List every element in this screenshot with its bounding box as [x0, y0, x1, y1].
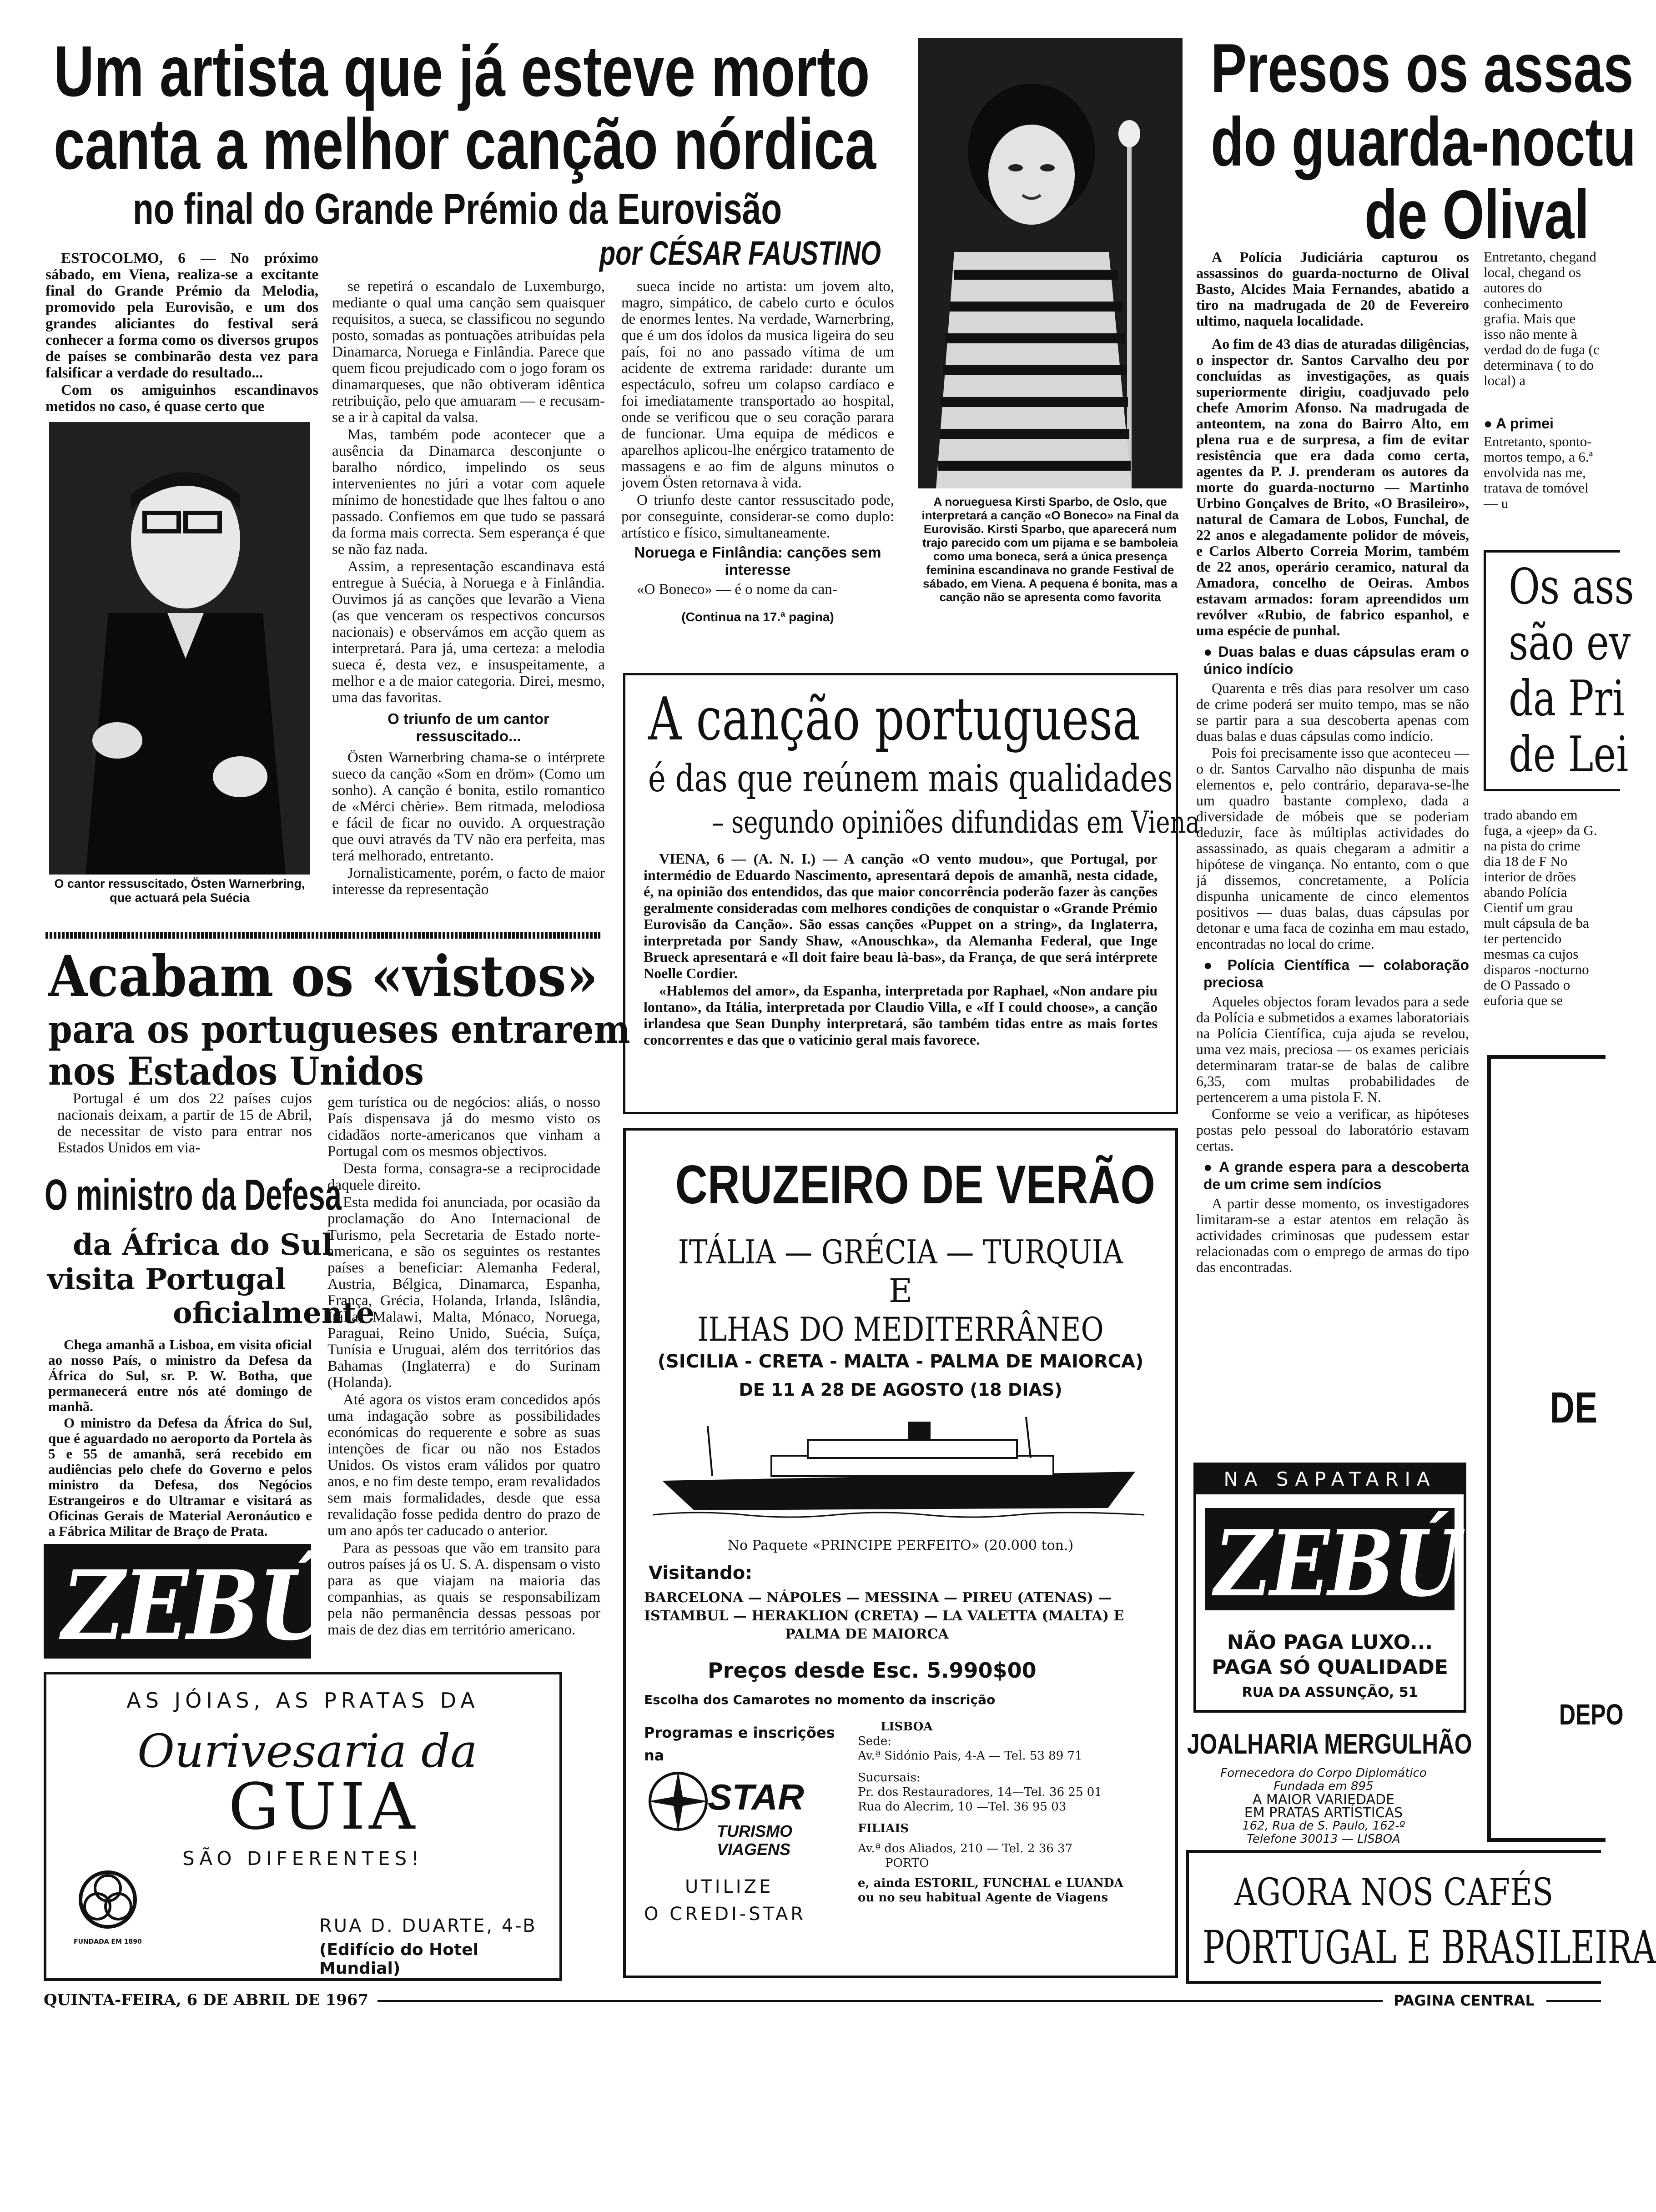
bullet-icon: ●	[1484, 415, 1496, 432]
footer-page: PAGINA CENTRAL	[1387, 1992, 1541, 2009]
article5-edge2: Entretanto, sponto-mortos tempo, a 6.ª envolvida nas me, tratava de tomóvel — u	[1484, 433, 1593, 511]
ad-cruzeiro-fil1: Av.ª dos Aliados, 210 — Tel. 2 36 37	[858, 1842, 1073, 1855]
article1-col2-p3: Assim, a representação escandinava está entregue à Suécia, à Noruega e à Finlândia. Ouvimos já as canções que levarão a Viena (as que venceram os respectivos concursos nacionais) e observámos em acção quem as interpretará. Para já, uma certeza: a melodia sueca é, desta vez, e insuspeitamente, a melhor e a de maior categoria. Direi, mesmo, uma das favoritas.	[332, 558, 605, 706]
ad-mergulhao-l1: Fornecedora do Corpo Diplomático	[1220, 1766, 1427, 1780]
ad-cruzeiro-filiais: FILIAIS	[858, 1822, 909, 1835]
right-lower-box	[1487, 1055, 1624, 1842]
article5-sub1-text: Duas balas e duas cápsulas eram o único indício	[1203, 643, 1470, 677]
article4-box	[623, 673, 1200, 1114]
article5-boxed-title1: Os ass	[1509, 558, 1634, 615]
article5-p5: Conforme se veio a verificar, as hipóteses postas pelo pessoal do laboratório estavam certas.	[1196, 1106, 1469, 1154]
right-box-depo: DEPO	[1559, 1698, 1624, 1731]
ad-zebu-2	[1193, 1463, 1466, 1713]
ad-cruzeiro-utilize: UTILIZE	[685, 1876, 774, 1897]
ad-cruzeiro-line5: DE 11 A 28 DE AGOSTO (18 DIAS)	[739, 1380, 1062, 1400]
ad-cruzeiro-lisboa: LISBOA	[881, 1720, 933, 1734]
ad-cruzeiro-programas2: na	[644, 1747, 664, 1764]
ad-guia-emblem-icon	[74, 1865, 142, 1934]
ad-cruzeiro	[623, 1128, 1178, 1978]
article2-title1: Acabam os «vistos»	[48, 944, 598, 1010]
article1-col3-p1: sueca incide no artista: um jovem alto, magro, simpático, de cabelo curto e óculos de enormes lentes. Na verdade, Warnerbring, que é um dos ídolos da musica ligeira do seu país, foi no ano passado vítima de um acidente de extrema raridade: durante um espectáculo, sofreu um colapso cardíaco e foi imediatamente transportado ao hospital, onde se verificou que o seu coração parara de funcionar. Uma equipa de médicos e aparelhos aplicou-lhe enérgico tratamento de massagens e ao fim de alguns minutos o jovem Östen retornava à vida.	[621, 278, 894, 491]
article5-edge-sub	[1484, 415, 1601, 432]
article1-subhead2: Noruega e Finlândia: canções sem interesse	[634, 544, 881, 578]
article5-edge-col	[1484, 249, 1601, 511]
article5-boxed-headline	[1484, 550, 1634, 791]
ad-cruzeiro-credi: O CREDI-STAR	[644, 1904, 806, 1925]
article1-subhead1: O triunfo de um cantor ressuscitado...	[388, 710, 549, 744]
ad-cruzeiro-line2: E	[888, 1272, 913, 1310]
article5-sub2	[1203, 956, 1469, 991]
divider-article2	[45, 932, 600, 939]
article1-col2-p1: se repetirá o escandalo de Luxemburgo, mediante o qual uma canção sem quaisquer requisitos, a sueca, se classificou no segundo posto, somadas as pontuações atribuídas pela Dinamarca, Noruega e Finlândia. Parece que quem ficou prejudicado com o jogo foram os dinamarqueses, que não obtiveram idêntica retribuição, pelo que amuaram — e recusam-se a ir à capital da valsa.	[332, 278, 605, 426]
ad-cruzeiro-suc2: Rua do Alecrim, 10 —Tel. 36 95 03	[858, 1800, 1067, 1814]
article4-title2: é das que reúnem mais qualidades	[648, 757, 1173, 800]
ad-cruzeiro-fil2: e, ainda ESTORIL, FUNCHAL e LUANDA	[858, 1876, 1123, 1890]
article1-subtitle: no final do Grande Prémio da Eurovisão	[133, 185, 782, 233]
article3-p1: Chega amanhã a Lisboa, em visita oficial ao nosso País, o ministro da Defesa da África do Sul, sr. P. W. Botha, que permanecerá entre nós até domingo de manhã.	[48, 1337, 312, 1414]
article1-title-line1: Um artista que já esteve morto	[54, 31, 870, 111]
article4-p2: «Hablemos del amor», da Espanha, interpretada por Raphael, «Non andare piu lontano», da Itália, interpretada por Claudio Villa, e «If I could choose», a canção irlandesa que Sean Dunphy interpretará, são também tidas entre as mais fortes concorrentes e das que o vaticinio geral mais favorece.	[644, 982, 1158, 1048]
ad-cruzeiro-line4: (SICILIA - CRETA - MALTA - PALMA DE MAIORCA)	[657, 1351, 1144, 1372]
article3-title1: O ministro da Defesa	[45, 1171, 342, 1219]
ad-cruzeiro-star: STAR	[708, 1777, 804, 1817]
ad-zebu-2-top: NA SAPATARIA	[1223, 1468, 1436, 1490]
article5-col1	[1196, 249, 1469, 1276]
article2-title2: para os portugueses entrarem	[48, 1007, 630, 1052]
ad-zebu-1	[44, 1544, 332, 1662]
ad-guia-big: GUIA	[228, 1770, 419, 1844]
ad-cruzeiro-ports3: PALMA DE MAIORCA	[785, 1626, 949, 1642]
article1-col2-p4: Östen Warnerbring chama-se o intérprete sueco da canção «Som en dröm» (Como um sonho). A canção é bonita, estilo romantico de «Mérci chèrie». Bem ritmada, melodiosa e fácil de ficar no ouvido. A orquestração que ouvi através da TV não era perfeita, mas terá melhorado, entretanto.	[332, 749, 605, 864]
ad-cruzeiro-turismo: TURISMO	[717, 1822, 792, 1840]
article5-title3: de Olival	[1364, 176, 1590, 253]
photo-kirsti-sparbo	[918, 38, 1183, 488]
photo-warnerbring-caption: O cantor ressuscitado, Östen Warnerbring, que actuará pela Suécia	[54, 877, 305, 905]
ad-zebu-2-line1: NÃO PAGA LUXO...	[1227, 1631, 1433, 1654]
article5-p3: Pois foi precisamente isso que aconteceu — o dr. Santos Carvalho não dispunha de mais elementos e, pelo contrário, deparava-se-lhe um quadro bastante complexo, dada a diversidade de móbeis que se poderiam deduzir, face às múltiplas actividades do assassinado, as quais chegaram a admitir a hipótese de vingança. No entanto, com o que já dissemos, concretamente, a Polícia dispunha unicamente de cinco elementos positivos — duas balas, duas cápsulas por detonar e uma faca de cozinha em mau estado, encontradas no local do crime.	[1196, 744, 1469, 952]
ad-cruzeiro-ports1: BARCELONA — NÁPOLES — MESSINA — PIREU (ATENAS) —	[644, 1590, 1112, 1606]
article5-p1: Ao fim de 43 dias de aturadas diligências, o inspector dr. Santos Carvalho deu por concluídas as investigações, as quais superiormente dirigiu, coadjuvado pelo chefe Amorim Afonso. Na madrugada de anteontem, na zona do Bairro Alto, em plena rua e de surpresa, a fim de evitar resistência que era dada como certa, agentes da P. J. prenderam os autores da morte do guarda-nocturno — Martinho Urbino Gonçalves de Brito, «O Brasileiro», natural de Camara de Lobos, Funchal, de 22 anos e alegadamente polidor de móveis, e Carlos Alberto Correia Morim, também de 22 anos, operário ceramico, natural da Amadora, concelho de Oeiras. Ambos estavam armados: foram apreendidos um revólver «Rubio, de fabrico espanhol, e uma espécie de punhal.	[1196, 336, 1469, 638]
ad-guia-fundada: FUNDADA EM 1890	[74, 1938, 142, 1946]
article1-lead2: Com os amiguinhos escandinavos metidos no caso, é quase certo que	[45, 382, 318, 415]
article3-title2: da África do Sul	[73, 1228, 333, 1262]
article5-p4: Aqueles objectos foram levados para a sede da Polícia e submetidos a exames laboratoriais na Polícia Científica, cuja ajuda se revelou, uma vez mais, preciosa — os exames periciais determinaram tratar-se de balas de calibre 6,35, com multas probabilidades de pertencerem a uma pistola F. N.	[1196, 993, 1469, 1105]
article1-lead: ESTOCOLMO, 6 — No próximo sábado, em Viena, realiza-se a excitante final do Grande Prémio da Melodia, promovido pela Eurovisão, e um dos grandes aliciantes do festival será conhecer a forma como os diversos grupos de países se combinarão desta vez para falsificar a verdade do resultado...	[45, 250, 318, 381]
article4-title1: A canção portuguesa	[648, 684, 1140, 754]
ad-cruzeiro-line3: ILHAS DO MEDITERRÂNEO	[697, 1310, 1104, 1348]
ad-cruzeiro-fil3: ou no seu habitual Agente de Viagens	[858, 1891, 1108, 1905]
photo-warnerbring	[49, 422, 310, 875]
article5-boxed-title3: da Pri	[1509, 670, 1625, 727]
article1-title-line2: canta a melhor canção nórdica	[54, 104, 876, 184]
ad-zebu-1-logo: ZEBÚ	[62, 1549, 332, 1662]
right-box-de: DE	[1550, 1383, 1598, 1432]
ad-mergulhao-l4: EM PRATAS ARTÍSTICAS	[1244, 1805, 1403, 1821]
ad-zebu-2-addr: RUA DA ASSUNÇÃO, 51	[1242, 1684, 1418, 1700]
article2-col2	[327, 1094, 600, 1639]
ad-cruzeiro-sede: Sede:	[858, 1734, 891, 1748]
ad-cruzeiro-sucursais: Sucursais:	[858, 1771, 921, 1785]
bullet-icon: ●	[1203, 1159, 1219, 1175]
article5-boxed-title4: de Lei	[1509, 726, 1629, 783]
article1-continua: (Continua na 17.ª pagina)	[681, 610, 834, 624]
ad-guia-sub: SÃO DIFERENTES!	[182, 1847, 424, 1870]
article4-p1: VIENA, 6 — (A. N. I.) — A canção «O vento mudou», que Portugal, por intermédio de Eduardo Nascimento, apresentará depois de amanhã, nesta cidade, é, na opinião dos entendidos, das que maior concorrência poderão fazer às canções geralmente consideradas com melhores condições de conquistar o «Grande Prémio Eurovisão da Canção». São essas canções «Puppet on a string», da Inglaterra, interpretada por Sandy Shaw, «Anouschka», da Alemanha Federal, que Inge Brueck apresentará e «Il doit faire beau là-bas», da França, de que será intérprete Noelle Cordier.	[644, 850, 1158, 981]
ad-cruzeiro-programas1: Programas e inscrições	[644, 1724, 835, 1741]
article5-p6: A partir desse momento, os investigadores limitaram-se a estar atentos em relação às actividades criminosas que pudessem estar relacionadas com o emprego de armas do tipo das encontradas.	[1196, 1195, 1469, 1275]
article1-byline: por CÉSAR FAUSTINO	[599, 234, 881, 272]
ad-mergulhao-text	[1205, 1767, 1442, 1846]
ad-cafes-l1: AGORA NOS CAFÉS	[1234, 1871, 1554, 1914]
article2-col2-p4: Até agora os vistos eram concedidos após uma indagação sobre as possibilidades económicas do requerente e sobre as suas intenções de ficar ou não nos Estados Unidos. Os vistos eram válidos por quatro anos, e no fim deste tempo, eram revalidados sem mais formalidades, desde que essa revalidação fosse pedida dentro do prazo de um ano após ter caducado o anterior.	[327, 1392, 600, 1539]
ad-cruzeiro-addresses	[858, 1719, 1167, 1905]
article5-lead: A Polícia Judiciária capturou os assassinos do guarda-nocturno de Olival Basto, Alcides Maia Fernandes, abatido a tiro na madrugada de 20 de Fevereiro ultimo, naquela localidade.	[1196, 249, 1469, 329]
article5-edge3: trado abando em fuga, a «jeep» da G. na pista do crime dia 18 de F No interior de drões abando Polícia Cientif um grau mult cápsula de ba ter pertencido mesmas ca cujos disparos -nocturno de O Passado o euforia que se	[1484, 807, 1597, 1008]
ad-cafes-l2: PORTUGAL E BRASILEIRA	[1203, 1921, 1656, 1974]
ad-mergulhao-l6: Telefone 30013 — LISBOA	[1247, 1832, 1400, 1846]
ad-cruzeiro-ship: No Paquete «PRINCIPE PERFEITO» (20.000 ton.)	[727, 1538, 1074, 1553]
article3-title3: visita Portugal	[47, 1262, 286, 1297]
ship-illustration	[653, 1413, 1144, 1526]
article4-title3: – segundo opiniões difundidas em Viena	[712, 805, 1200, 840]
ad-cruzeiro-sede-addr: Av.ª Sidónio Pais, 4-A — Tel. 53 89 71	[858, 1749, 1082, 1763]
article2-title3: nos Estados Unidos	[48, 1049, 424, 1094]
article5-sub3	[1203, 1158, 1469, 1193]
article1-col2-p5: Jornalisticamente, porém, o facto de maior interesse da representação	[332, 865, 605, 898]
article5-edge-sub-text: A primei	[1496, 415, 1554, 432]
article1-col2-p2: Mas, também pode acontecer que a ausência da Dinamarca desconjunte o baralho nórdico, impelindo os seus intervenientes no júri a votar com aquele mínimo de honestidade que lhes faltou o ano passado. Confiemos em que tudo se passará da forma mais correcta. Sem esperança é que se não faz nada.	[332, 427, 605, 558]
article5-edge1: Entretanto, chegand local, chegand os autores do conhecimento grafia. Mais que isso não mente à verdad do de fuga (c determinava ( to do local) a	[1484, 249, 1600, 388]
article5-sub2-text: Polícia Científica — colaboração preciosa	[1203, 957, 1469, 990]
ad-mergulhao-l5: 162, Rua de S. Paulo, 162-º	[1242, 1819, 1405, 1833]
footer-rule-end	[1546, 2000, 1601, 2002]
ad-cruzeiro-title: CRUZEIRO DE VERÃO	[675, 1154, 1155, 1215]
ad-mergulhao-l2: Fundada em 895	[1273, 1780, 1374, 1793]
article2-col1	[57, 1091, 312, 1157]
ad-cruzeiro-fil1b: PORTO	[885, 1856, 929, 1870]
ad-mergulhao-l3: A MAIOR VARIEDADE	[1252, 1792, 1395, 1808]
ad-cruzeiro-visitando: Visitando:	[649, 1563, 753, 1584]
footer-date: QUINTA-FEIRA, 6 DE ABRIL DE 1967	[44, 1991, 378, 2009]
article5-p2: Quarenta e três dias para resolver um caso de crime poderá ser muito tempo, mas se não se partir para a sua descoberta apenas com duas balas e duas cápsulas como indício.	[1196, 680, 1469, 744]
article5-title1: Presos os assas	[1211, 30, 1634, 107]
ad-cruzeiro-viagens: VIAGENS	[717, 1840, 791, 1859]
article5-sub1	[1203, 643, 1469, 678]
ad-cruzeiro-precos: Preços desde Esc. 5.990$00	[708, 1658, 1037, 1683]
article3-body	[48, 1337, 312, 1540]
article1-col3-p3: «O Boneco» — é o nome da can-	[637, 581, 837, 598]
article5-sub3-text: A grande espera para a descoberta de um crime sem indícios	[1203, 1159, 1470, 1192]
article1-col3-p2: O triunfo deste cantor ressuscitado pode, por conseguinte, considerar-se como duplo: artístico e físico, simultaneamente.	[621, 492, 894, 541]
ad-guia	[44, 1672, 562, 1981]
article2-col2-p1: gem turística ou de negócios: aliás, o nosso País dispensava já do mesmo visto os cidadãos norte-americanos que vinham a Portugal com os mesmos objectivos.	[327, 1094, 600, 1160]
bullet-icon: ●	[1203, 643, 1218, 660]
ad-zebu-2-logo: ZEBÚ	[1214, 1510, 1460, 1617]
star-logo-icon	[644, 1767, 712, 1835]
article5-boxed-title2: são ev	[1509, 614, 1631, 671]
article2-col2-p3: Esta medida foi anunciada, por ocasião da proclamação do Ano Internacional de Turismo, pela Secretaria de Estado norte-americana, e são os seguintes os restantes países a beneficiar: Alemanha Federal, Austria, Bélgica, Dinamarca, Espanha, França, Grécia, Holanda, Irlanda, Islândia, Itália, Malawi, Malta, Mónaco, Noruega, Paraguai, Reino Unido, Suécia, Suíça, Tunísia e Uruguai, além dos territórios das Bahamas (Inglaterra) e do Surinam (Holanda).	[327, 1194, 600, 1391]
ad-guia-top: AS JÓIAS, AS PRATAS DA	[126, 1688, 479, 1713]
ad-guia-address1: RUA D. DUARTE, 4-B	[319, 1915, 537, 1936]
ad-cafes	[1186, 1850, 1656, 1984]
article1-col3	[621, 278, 894, 626]
article2-col2-p2: Desta forma, consagra-se a reciprocidade daquele direito.	[327, 1161, 600, 1193]
ad-cruzeiro-line1: ITÁLIA — GRÉCIA — TURQUIA	[678, 1233, 1123, 1271]
article4-body	[644, 850, 1158, 1049]
article3-p2: O ministro da Defesa da África do Sul, que é aguardado no aeroporto da Portela às 5 e 55 de amanhã, será recebido em audiências pelo chefe do Governo e pelos ministro da Defesa, dos Negócios Estrangeiros e do Ultramar e visitará as Oficinas Gerais de Material Aeronáutico e a Fábrica Militar de Braço de Prata.	[48, 1415, 312, 1539]
ad-guia-script: Ourivesaria da	[137, 1724, 478, 1778]
ad-mergulhao-name: JOALHARIA MERGULHÃO	[1187, 1729, 1472, 1760]
article2-col1-p: Portugal é um dos 22 países cujos nacionais deixam, a partir de 15 de Abril, de necessitar de visto para entrar nos Estados Unidos em via-	[57, 1091, 312, 1156]
ad-cruzeiro-ports2: ISTAMBUL — HERAKLION (CRETA) — LA VALETTA (MALTA) E	[644, 1608, 1124, 1624]
article5-title2: do guarda-noctu	[1211, 103, 1636, 181]
footer-rule	[246, 2000, 1383, 2002]
article1-col2	[332, 278, 605, 899]
article2-col2-p5: Para as pessoas que vão em transito para outros países já os U. S. A. dispensam o visto para as que viajam na maioria das companhias, as quais se responsabilizam pela não permanência dessas pessoas por mais de dez dias em território americano.	[327, 1540, 600, 1638]
bullet-icon: ●	[1203, 957, 1228, 973]
article3-title4: oficialmente	[173, 1296, 375, 1330]
photo-kirsti-caption: A norueguesa Kirsti Sparbo, de Oslo, que interpretará a canção «O Boneco» na Final da Eurovisão. Kirsti Sparbo, que aparecerá num trajo parecido com um pijama e se bamboleia como uma boneca, será a única presença feminina escandinava no grande Festival de sábado, em Viena. A pequena é bonita, mas a canção não se apresenta como favorita	[921, 495, 1179, 604]
ad-zebu-2-line2: PAGA SÓ QUALIDADE	[1212, 1656, 1448, 1679]
ad-cruzeiro-escolha: Escolha dos Camarotes no momento da inscrição	[644, 1692, 996, 1707]
ad-guia-address2: (Edifício do Hotel Mundial)	[319, 1941, 478, 1978]
article1-col1-text	[45, 250, 318, 416]
ad-cruzeiro-suc1: Pr. dos Restauradores, 14—Tel. 36 25 01	[858, 1785, 1102, 1799]
